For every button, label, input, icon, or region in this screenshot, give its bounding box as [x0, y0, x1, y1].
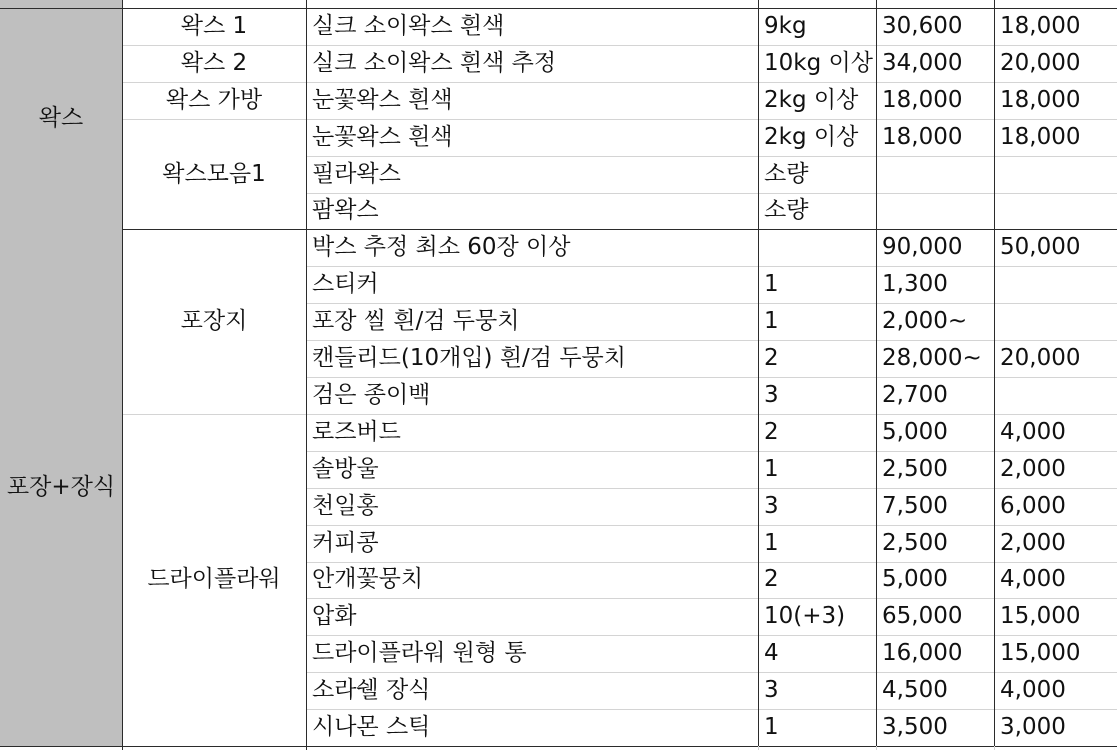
subgroup-label-cell[interactable]: 왁스 가방: [165, 86, 263, 113]
cost-cell[interactable]: 3,000: [1000, 714, 1066, 741]
cost-cell[interactable]: [994, 156, 1117, 193]
price-cell[interactable]: 2,700: [882, 381, 948, 408]
price-cell[interactable]: 28,000~: [882, 345, 982, 372]
cost-cell[interactable]: 18,000: [1000, 123, 1081, 150]
price-cell[interactable]: 5,000: [882, 566, 948, 593]
cost-cell[interactable]: 50,000: [1000, 234, 1081, 261]
grid-line-horizontal: [122, 746, 1117, 747]
price-cell[interactable]: 2,000~: [882, 308, 968, 335]
price-cell[interactable]: [876, 156, 994, 193]
price-cell[interactable]: 90,000: [882, 234, 963, 261]
cost-cell[interactable]: 15,000: [1000, 603, 1081, 630]
price-cell[interactable]: 2,500: [882, 455, 948, 482]
item-name-cell[interactable]: 팜왁스: [312, 197, 379, 224]
grid-line-vertical: [876, 0, 877, 746]
subgroup-label-cell[interactable]: 포장지: [180, 308, 248, 335]
item-name-cell[interactable]: 솔방울: [312, 455, 379, 482]
cost-cell[interactable]: 20,000: [1000, 345, 1081, 372]
quantity-cell[interactable]: 3: [764, 381, 779, 408]
quantity-cell[interactable]: 2kg 이상: [764, 86, 859, 113]
cost-cell[interactable]: 4,000: [1000, 677, 1066, 704]
quantity-cell[interactable]: 2kg 이상: [764, 123, 859, 150]
quantity-cell[interactable]: 2: [764, 418, 779, 445]
quantity-cell[interactable]: 소량: [764, 160, 809, 187]
cost-cell[interactable]: 18,000: [1000, 12, 1081, 39]
price-cell[interactable]: 1,300: [882, 271, 948, 298]
price-cell[interactable]: 34,000: [882, 49, 963, 76]
subgroup-label-cell[interactable]: 왁스모음1: [162, 160, 266, 187]
group-border: [0, 8, 122, 9]
group-fill: [0, 0, 122, 8]
grid-line-vertical: [994, 0, 995, 746]
quantity-cell[interactable]: 1: [764, 714, 779, 741]
price-cell[interactable]: 30,600: [882, 12, 963, 39]
grid-line-vertical: [122, 0, 123, 750]
price-cell[interactable]: 4,500: [882, 677, 948, 704]
price-cell[interactable]: 16,000: [882, 640, 963, 667]
item-name-cell[interactable]: 캔들리드(10개입) 흰/검 두뭉치: [312, 345, 626, 372]
quantity-cell[interactable]: 소량: [764, 197, 809, 224]
group-label-cell[interactable]: 포장+장식: [6, 474, 116, 501]
price-cell[interactable]: [876, 193, 994, 230]
item-name-cell[interactable]: 필라왁스: [312, 160, 401, 187]
item-name-cell[interactable]: 커피콩: [312, 529, 379, 556]
quantity-cell[interactable]: 3: [764, 677, 779, 704]
grid-line-vertical: [758, 0, 759, 746]
price-cell[interactable]: 18,000: [882, 123, 963, 150]
price-cell[interactable]: 18,000: [882, 86, 963, 113]
group-border: [0, 746, 122, 747]
quantity-cell[interactable]: 1: [764, 455, 779, 482]
subgroup-label-cell[interactable]: 드라이플라워: [147, 566, 281, 593]
subgroup-label-cell[interactable]: 왁스 2: [180, 49, 248, 76]
quantity-cell[interactable]: 2: [764, 345, 779, 372]
quantity-cell[interactable]: 1: [764, 271, 779, 298]
item-name-cell[interactable]: 눈꽃왁스 흰색: [312, 123, 453, 150]
item-name-cell[interactable]: 검은 종이백: [312, 381, 431, 408]
item-name-cell[interactable]: 박스 추정 최소 60장 이상: [312, 234, 571, 261]
cost-cell[interactable]: 18,000: [1000, 86, 1081, 113]
cost-cell[interactable]: [994, 377, 1117, 414]
quantity-cell[interactable]: [758, 229, 876, 266]
item-name-cell[interactable]: 압화: [312, 603, 357, 630]
item-name-cell[interactable]: 로즈버드: [312, 418, 401, 445]
cost-cell[interactable]: [994, 303, 1117, 340]
price-cell[interactable]: 7,500: [882, 492, 948, 519]
item-name-cell[interactable]: 눈꽃왁스 흰색: [312, 86, 453, 113]
group-label-cell[interactable]: 왁스: [38, 105, 84, 132]
item-name-cell[interactable]: 실크 소이왁스 흰색: [312, 12, 505, 39]
cost-cell[interactable]: 4,000: [1000, 566, 1066, 593]
cost-cell[interactable]: 4,000: [1000, 418, 1066, 445]
subgroup-label-cell[interactable]: 왁스 1: [180, 12, 248, 39]
cost-cell[interactable]: 20,000: [1000, 49, 1081, 76]
quantity-cell[interactable]: 3: [764, 492, 779, 519]
cost-cell[interactable]: 2,000: [1000, 455, 1066, 482]
cost-cell[interactable]: [994, 266, 1117, 303]
item-name-cell[interactable]: 안개꽃뭉치: [312, 566, 424, 593]
quantity-cell[interactable]: 10(+3): [764, 603, 846, 630]
quantity-cell[interactable]: 1: [764, 529, 779, 556]
item-name-cell[interactable]: 시나몬 스틱: [312, 714, 431, 741]
cost-cell[interactable]: 2,000: [1000, 529, 1066, 556]
price-cell[interactable]: 3,500: [882, 714, 948, 741]
price-cell[interactable]: 5,000: [882, 418, 948, 445]
quantity-cell[interactable]: 4: [764, 640, 779, 667]
cost-cell[interactable]: 15,000: [1000, 640, 1081, 667]
item-name-cell[interactable]: 천일홍: [312, 492, 379, 519]
grid-line-vertical: [306, 0, 307, 750]
quantity-cell[interactable]: 9kg: [764, 12, 807, 39]
cost-cell[interactable]: [994, 193, 1117, 230]
price-cell[interactable]: 2,500: [882, 529, 948, 556]
item-name-cell[interactable]: 포장 씰 흰/검 두뭉치: [312, 308, 520, 335]
quantity-cell[interactable]: 1: [764, 308, 779, 335]
quantity-cell[interactable]: 2: [764, 566, 779, 593]
item-name-cell[interactable]: 드라이플라워 원형 통: [312, 640, 527, 667]
item-name-cell[interactable]: 소라쉘 장식: [312, 677, 431, 704]
quantity-cell[interactable]: 10kg 이상: [764, 49, 873, 76]
item-name-cell[interactable]: 실크 소이왁스 흰색 추정: [312, 49, 557, 76]
cost-cell[interactable]: 6,000: [1000, 492, 1066, 519]
price-cell[interactable]: 65,000: [882, 603, 963, 630]
item-name-cell[interactable]: 스티커: [312, 271, 379, 298]
